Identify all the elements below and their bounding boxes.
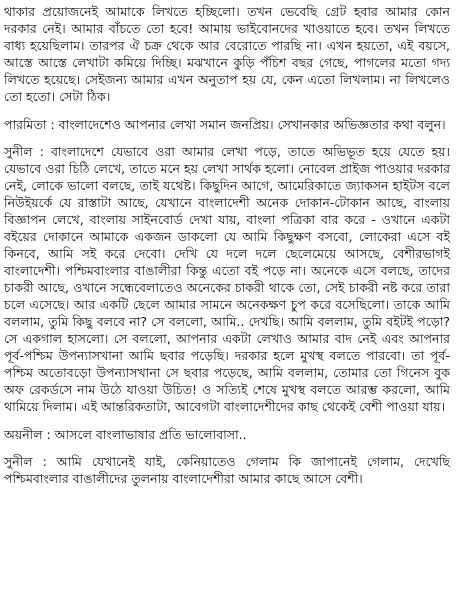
speaker-label: সুনীল : bbox=[4, 454, 47, 469]
paragraph-intro bbox=[4, 3, 450, 105]
speaker-label: পারমিতা : bbox=[4, 117, 55, 132]
paragraph-answer-sunil-2 bbox=[4, 453, 450, 487]
paragraph-remark-ayanil bbox=[4, 426, 450, 443]
paragraph-text: বাংলাদেশে যেভাবে ওরা আমার লেখা পড়ে, তাতে অভিভূত হয়ে যেতে হয়। যেভাবে ওরা চিঠি লেখে, তাতে মনে হয় লেখা সার্থক হলো। নোবেল প্রাইজ পাওয়ার দরকার নেই, লোকে ভালো বলছে, তাই যথেষ্ট। কিছুদিন আগে, আমেরিকাতে জ্যাকসন হাইটস বলে নিউইয়র্কে যে রাস্তাটা আছে, যেখানে বাংলাদেশী অনেক দোকান-টোকান আছে, বাংলায় বিজ্ঞাপন লেখে, বাংলায় সাইনবোর্ড দেখা যায়, বাংলা পত্রিকা বার করে - ওখানে একটা বইয়ের দোকানে আমাকে একজন ডাকলো যে আমি কিছুক্ষণ বসবো, লোকেরা এসে বই কিনবে, আমি সই করে দেবো। দেখি যে দলে দলে ছেলেমেয়ে আসছে, বেশীরভাগই বাংলাদেশী। পশ্চিমবাংলার বাঙালীরা কিন্তু এতো বই পড়ে না। অনেকে এসে বলছে, তাদের চাকরী আছে, ওখানে সন্ধেবেলাতেও অনেকের চাকরী থাকে তো, সেই চাকরী নষ্ট করে তারা চলে এসেছে। আর একটি ছেলে আমার সামনে অনেকক্ষণ চুপ করে বসেছিলো। তাকে আমি বললাম, তুমি কিছু বলবে না? সে বললো, আমি.. দেখছি। আমি বললাম, তুমি বইটই পড়ো? সে একগাল হাসলো। সে বললো, আপনার একটা লেখাও আমার বাদ নেই এবং আপনার পূর্ব-পশ্চিম উপন্যাসখানা আমি ছবার পড়েছি। দরকার হলে মুখস্থ বলতে পারবো। তা পূর্ব-পশ্চিম অতোবড়ো উপন্যাসখানা সে ছবার পড়েছে, আমি বললাম, তোমার তো গিনেস বুক অফ রেকর্ডসে নাম উঠে যাওয়া উচিত! ও সত্যিই শেষে মুখস্থ বলতে আরম্ভ করলো, আমি থামিয়ে দিলাম। এই আন্তরিকতাটা, আবেগটা বাংলাদেশীদের কাছ থেকেই বেশী পাওয়া যায়। bbox=[4, 144, 451, 414]
paragraph-text: আমি যেখানেই যাই, কেনিয়াতেও গেলাম কি জাপানেই গেলাম, দেখেছি পশ্চিমবাংলার বাঙালীদের তুলনায় বাংলাদেশীরা আমার কাছে আসে বেশী। bbox=[4, 454, 450, 486]
speaker-label: সুনীল : bbox=[4, 144, 44, 159]
paragraph-answer-sunil bbox=[4, 143, 450, 415]
paragraph-question-paramita bbox=[4, 116, 450, 133]
paragraph-text: আসলে বাংলাভাষার প্রতি ভালোবাসা.. bbox=[50, 427, 247, 442]
paragraph-text: বাংলাদেশেও আপনার লেখা সমান জনপ্রিয়। সেখানকার অভিজ্ঞতার কথা বলুন। bbox=[54, 117, 446, 132]
speaker-label: অয়নীল : bbox=[4, 427, 51, 442]
paragraph-text: থাকার প্রয়োজনেই আমাকে লিখতে হচ্ছিলো। তখন ভেবেছি গ্রেট হবার আমার কোন দরকার নেই। আমার বাঁচতে তো হবে! আমায় ভাইবোনদের খাওয়াতে হবে। তখন লিখতে বাধ্য হয়েছিলাম। তারপর ঐ চক্র থেকে আর বেরোতে পারছি না। এখন হয়তো, এই বয়সে, আস্তে আস্তে লেখাটা কমিয়ে দিচ্ছি। মঝখানে কুড়ি পঁচিশ বছর গেছে, পাগলের মতো গদ্য লিখতে হয়েছে। সেইজন্য আমার এখন অনুতাপ হয় যে, কেন এতো লিখলাম। না লিখলেও তো হতো। সেটা ঠিক। bbox=[4, 4, 450, 104]
